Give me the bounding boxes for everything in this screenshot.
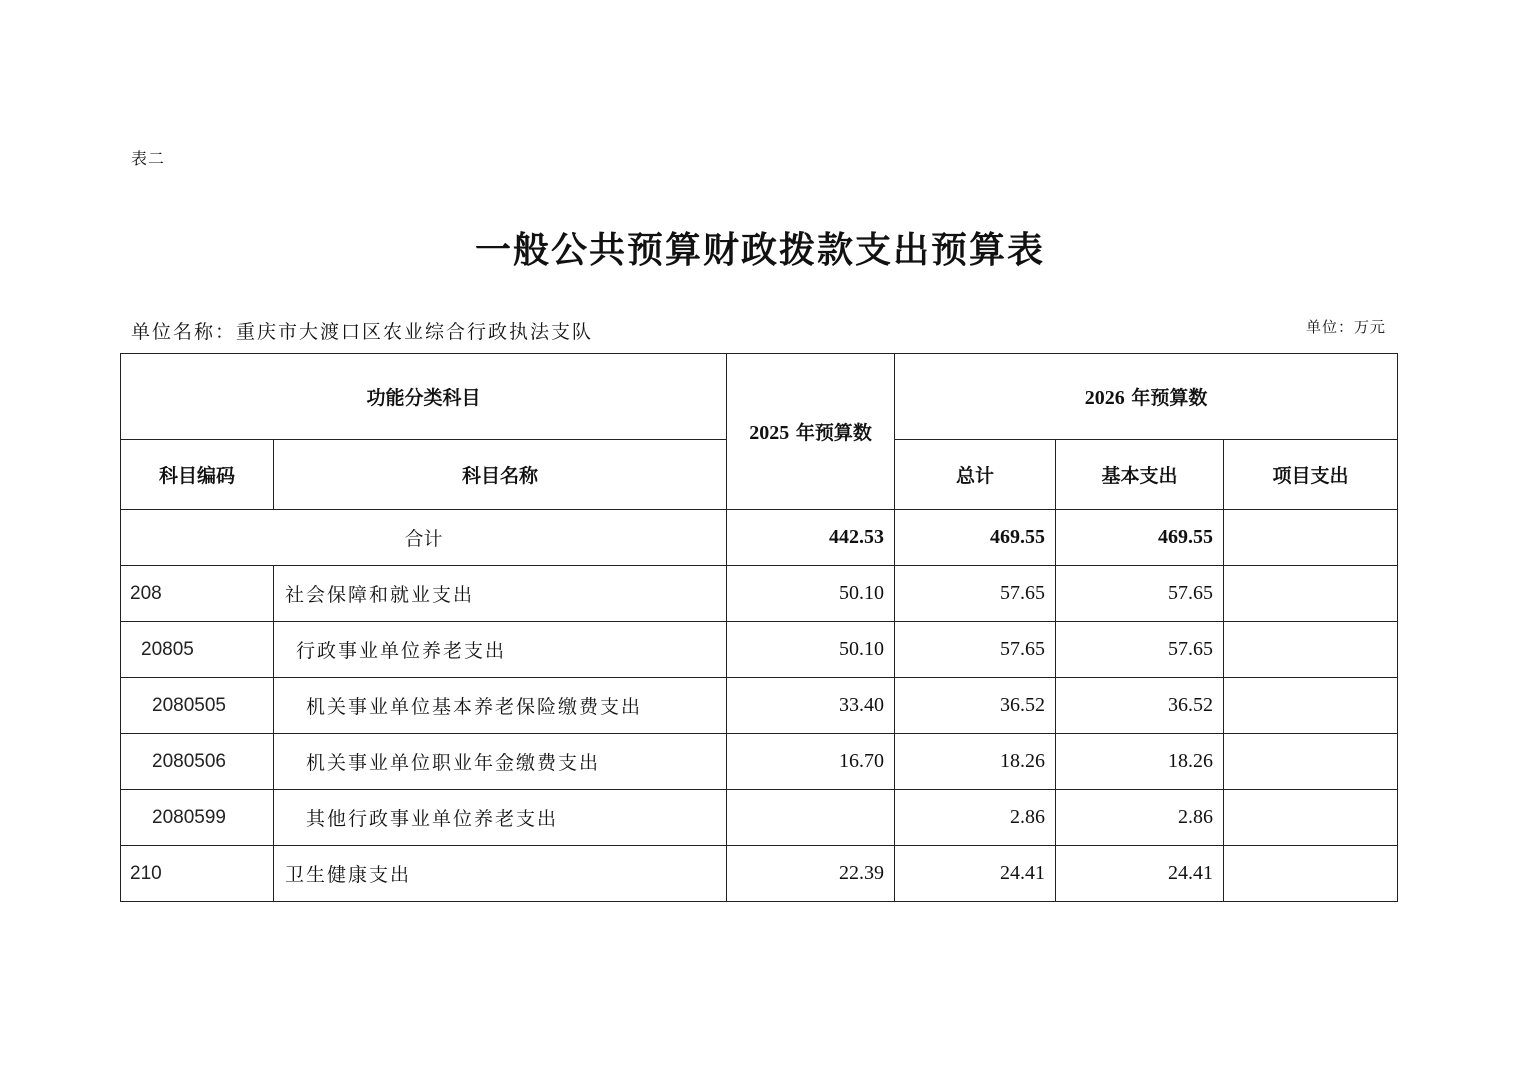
- row-basic-2026: 18.26: [1056, 734, 1224, 790]
- header-budget-2026: [895, 354, 1398, 440]
- header-budget-2025-year: 2025: [749, 422, 790, 444]
- total-budget-2025: 442.53: [727, 510, 895, 566]
- row-budget-2025: 50.10: [727, 622, 895, 678]
- document-title: 一般公共预算财政拨款支出预算表: [474, 229, 1045, 271]
- header-name: 科目名称: [274, 440, 727, 510]
- row-name: 卫生健康支出: [274, 846, 727, 902]
- row-name: 其他行政事业单位养老支出: [274, 790, 727, 846]
- header-budget-2025-suffix: 年预算数: [789, 422, 872, 444]
- row-project-2026: [1224, 678, 1398, 734]
- total-project-2026: [1224, 510, 1398, 566]
- row-total-2026: 57.65: [895, 566, 1056, 622]
- row-basic-2026: 57.65: [1056, 622, 1224, 678]
- total-label: 合计: [121, 510, 727, 566]
- table-row: [121, 734, 1398, 790]
- total-total-2026: 469.55: [895, 510, 1056, 566]
- row-budget-2025: [727, 790, 895, 846]
- header-budget-2025: [727, 354, 895, 510]
- row-project-2026: [1224, 846, 1398, 902]
- row-total-2026: 2.86: [895, 790, 1056, 846]
- row-code: 2080505: [121, 678, 274, 734]
- budget-table: [120, 353, 1398, 902]
- row-basic-2026: 24.41: [1056, 846, 1224, 902]
- row-budget-2025: 33.40: [727, 678, 895, 734]
- row-budget-2025: 22.39: [727, 846, 895, 902]
- row-name: 机关事业单位基本养老保险缴费支出: [274, 678, 727, 734]
- table-row: [121, 678, 1398, 734]
- header-basic: 基本支出: [1056, 440, 1224, 510]
- currency-unit-label: 单位：万元: [1305, 318, 1386, 336]
- row-name: 行政事业单位养老支出: [274, 622, 727, 678]
- row-total-2026: 24.41: [895, 846, 1056, 902]
- row-total-2026: 18.26: [895, 734, 1056, 790]
- header-code: 科目编码: [121, 440, 274, 510]
- row-project-2026: [1224, 790, 1398, 846]
- row-project-2026: [1224, 622, 1398, 678]
- header-budget-2026-year: 2026: [1084, 387, 1125, 409]
- row-code: 2080599: [121, 790, 274, 846]
- header-budget-2026-suffix: 年预算数: [1124, 387, 1208, 409]
- row-code: 20805: [121, 622, 274, 678]
- header-project: 项目支出: [1224, 440, 1398, 510]
- row-code: 2080506: [121, 734, 274, 790]
- table-row: [121, 622, 1398, 678]
- row-total-2026: 57.65: [895, 622, 1056, 678]
- table-row: [121, 566, 1398, 622]
- header-function-category: 功能分类科目: [121, 354, 727, 440]
- unit-name-line: 单位名称：重庆市大渡口区农业综合行政执法支队: [131, 321, 594, 343]
- table-row: [121, 846, 1398, 902]
- row-name: 机关事业单位职业年金缴费支出: [274, 734, 727, 790]
- total-row: [121, 510, 1398, 566]
- header-row-1: [121, 354, 1398, 440]
- row-basic-2026: 57.65: [1056, 566, 1224, 622]
- row-project-2026: [1224, 566, 1398, 622]
- row-code: 208: [121, 566, 274, 622]
- row-name: 社会保障和就业支出: [274, 566, 727, 622]
- row-budget-2025: 50.10: [727, 566, 895, 622]
- header-total: 总计: [895, 440, 1056, 510]
- row-basic-2026: 36.52: [1056, 678, 1224, 734]
- row-basic-2026: 2.86: [1056, 790, 1224, 846]
- table-row: [121, 790, 1398, 846]
- row-project-2026: [1224, 734, 1398, 790]
- row-code: 210: [121, 846, 274, 902]
- row-total-2026: 36.52: [895, 678, 1056, 734]
- table-number-label: 表二: [131, 149, 166, 168]
- row-budget-2025: 16.70: [727, 734, 895, 790]
- total-basic-2026: 469.55: [1056, 510, 1224, 566]
